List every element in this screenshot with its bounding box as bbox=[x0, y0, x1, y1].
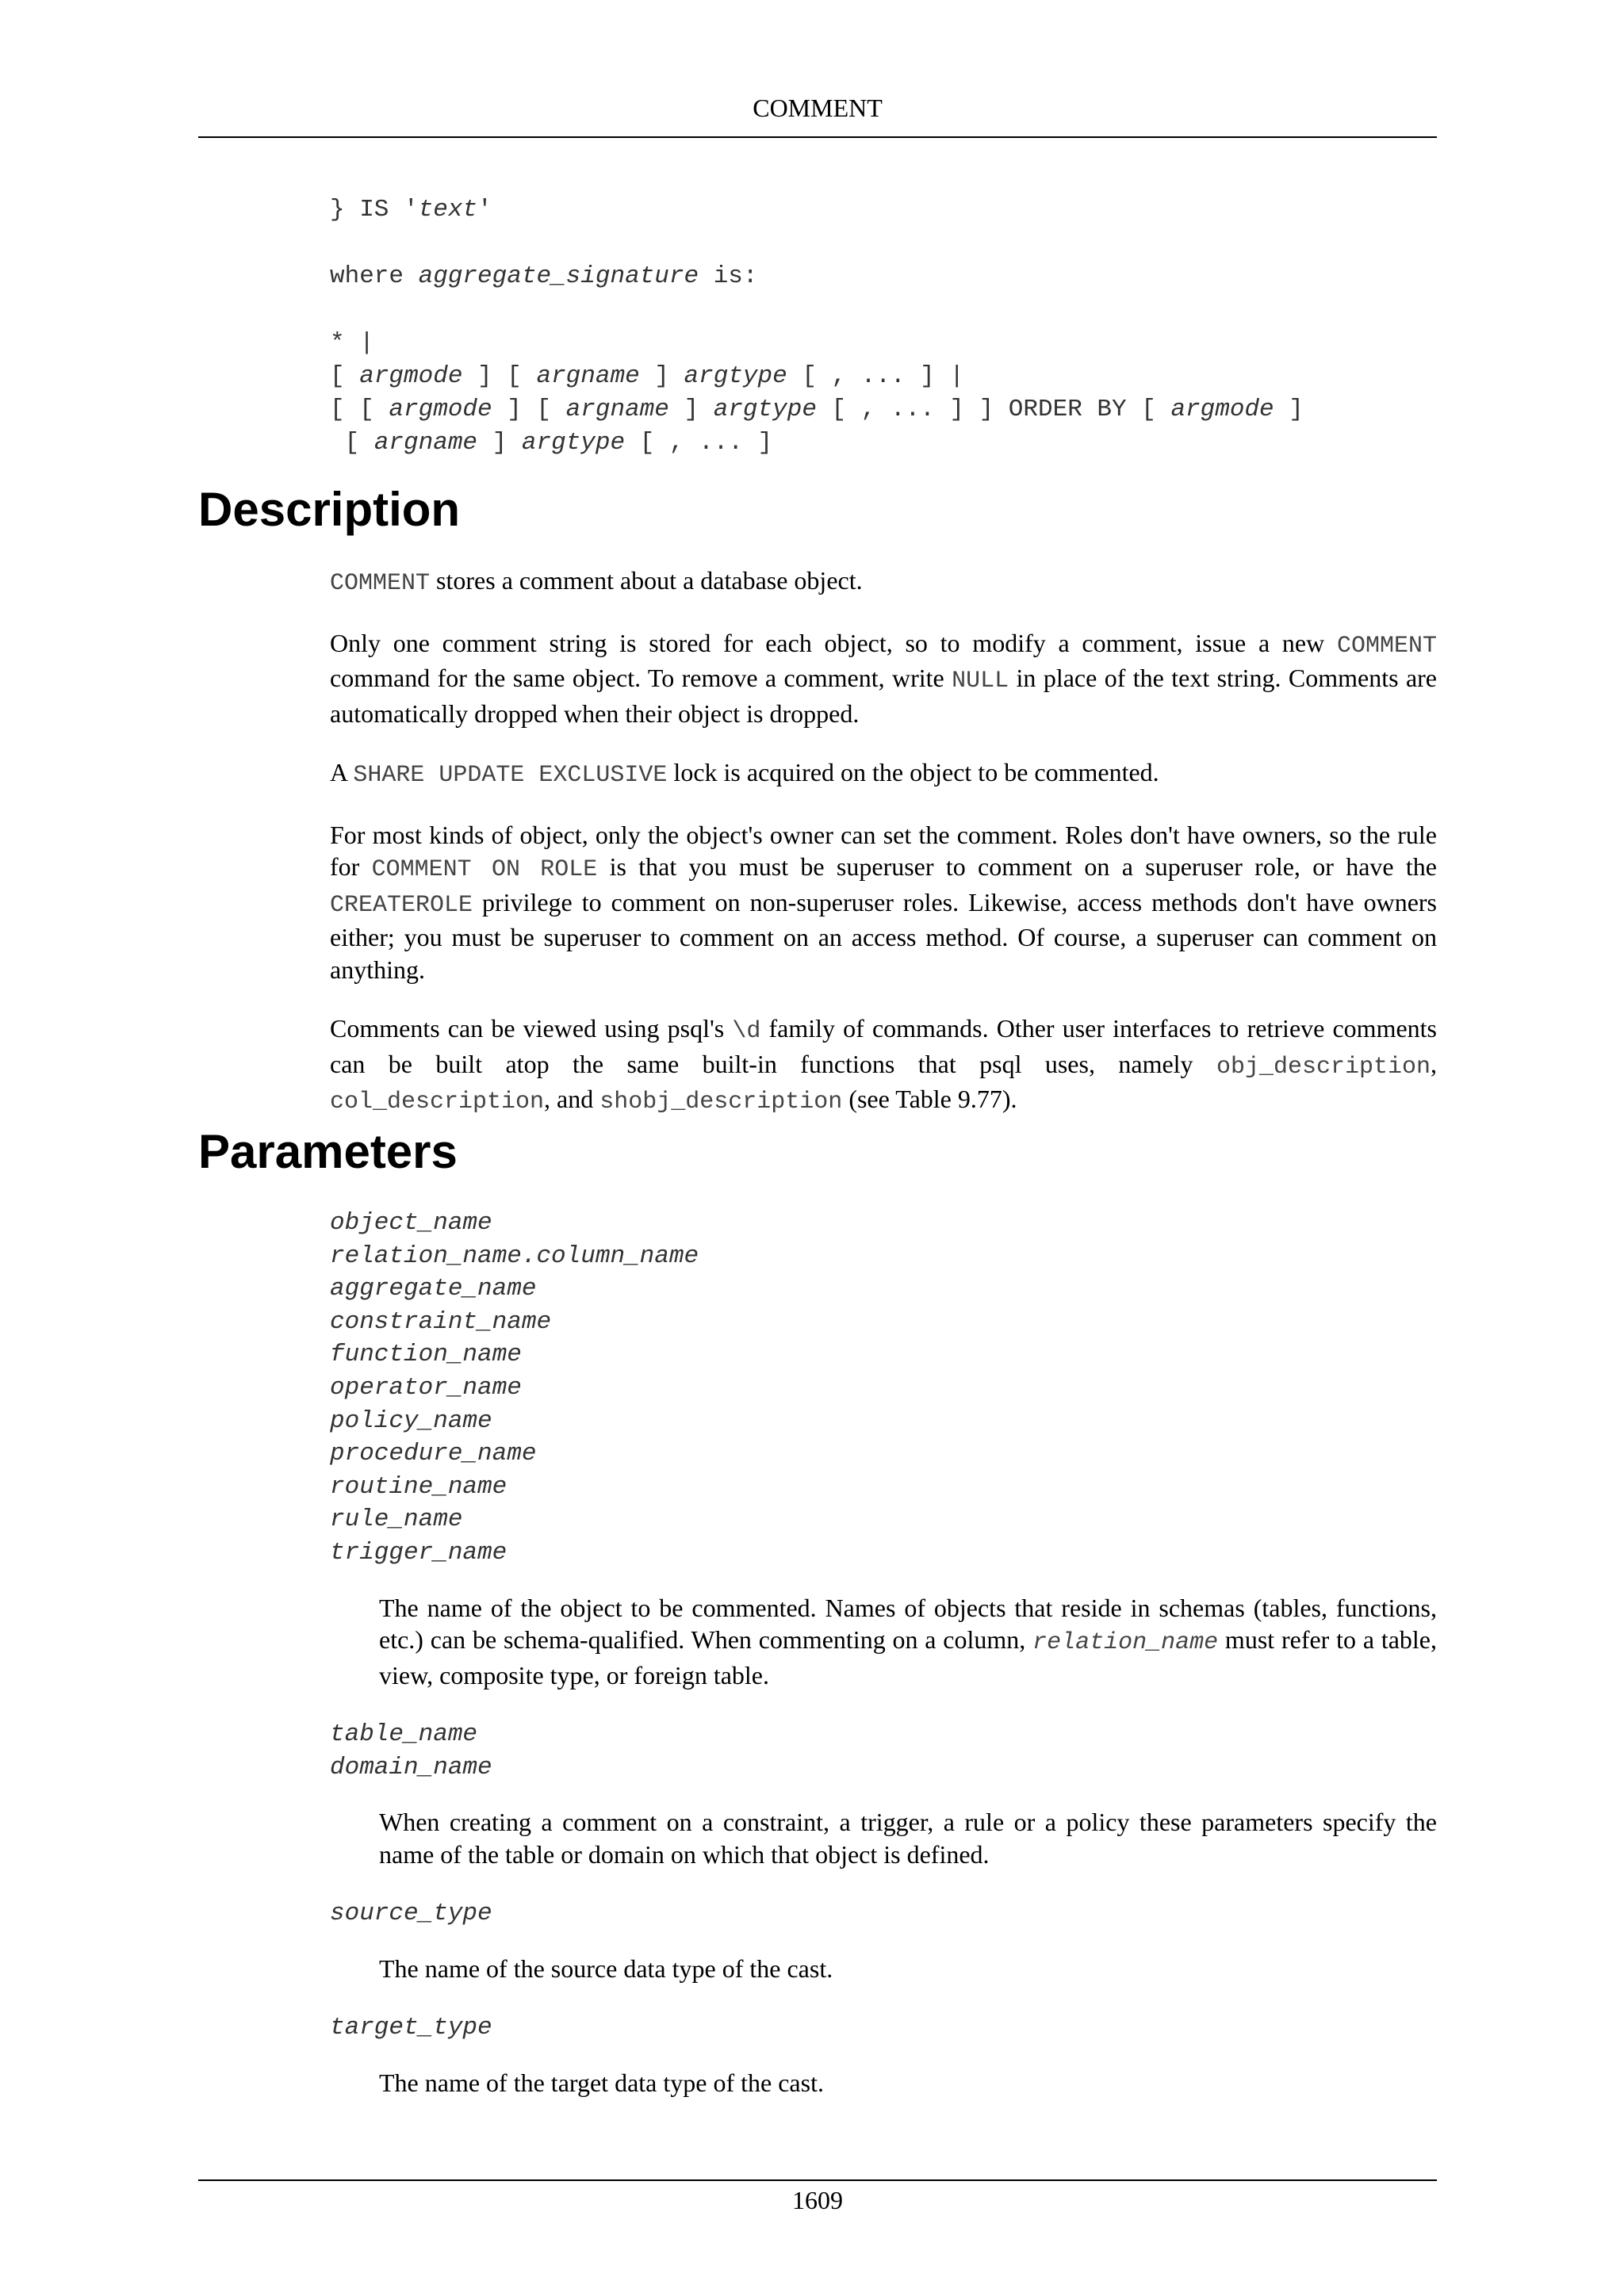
paragraph-text: Only one comment string is stored for each object, so to modify a comment, issue a new bbox=[330, 628, 1337, 657]
paragraph-text: is that you must be superuser to comment on a superuser role, or have the bbox=[597, 852, 1438, 881]
paragraph-text: privilege to comment on non-superuser roles. Likewise, access methods don't have owners either; you must be superuser to comment on an access method. Of course, a superuser can comment on anything. bbox=[330, 887, 1437, 984]
term-rule-name: rule_name bbox=[330, 1506, 463, 1534]
term-constraint-name: constraint_name bbox=[330, 1307, 552, 1336]
term-policy-name: policy_name bbox=[330, 1406, 492, 1435]
synopsis-placeholder: argtype bbox=[521, 429, 626, 457]
synopsis-placeholder: text bbox=[418, 196, 478, 224]
paragraph-text: in place of the text string. Comments are automatically dropped when their object is dropped. bbox=[330, 664, 1438, 728]
paragraph-text: Comments can be viewed using psql's bbox=[330, 1014, 733, 1043]
header-rule bbox=[198, 136, 1437, 138]
description-paragraph bbox=[330, 819, 1437, 986]
paragraph-text: family of commands. Other user interfaces to retrieve comments can be built atop the same built-in functions that psql uses, namely bbox=[330, 1014, 1438, 1078]
parameters-section bbox=[330, 1207, 1437, 2126]
synopsis-placeholder: argname bbox=[536, 362, 640, 390]
synopsis-block: } IS 'text' where aggregate_signature is: * | [ argmode ] [ argname ] argtype [ , ... ] | [ [ argmode ] [ argname ] argtype [ , ... ] ] ORDER BY [ argmode ] [ argname ] argtype [ , ... ] bbox=[330, 196, 1304, 457]
term-table-name: table_name bbox=[330, 1720, 478, 1749]
inline-code: obj_description bbox=[1216, 1053, 1431, 1081]
page-header: COMMENT bbox=[753, 94, 883, 122]
definition-text: must refer to a table, view, composite type, or foreign table. bbox=[379, 1625, 1438, 1689]
term-definition bbox=[379, 1592, 1437, 1692]
term-list bbox=[330, 1207, 1437, 1570]
term-operator-name: operator_name bbox=[330, 1373, 522, 1402]
inline-code: CREATEROLE bbox=[330, 891, 473, 919]
inline-code: COMMENT bbox=[330, 570, 431, 597]
inline-code: COMMENT bbox=[1336, 632, 1437, 660]
term-list bbox=[330, 1718, 1437, 1784]
term-source-type: source_type bbox=[330, 1900, 492, 1928]
paragraph-text: lock is acquired on the object to be commented. bbox=[667, 758, 1159, 786]
term-definition: The name of the source data type of the cast. bbox=[379, 1954, 833, 1983]
paragraph-text: stores a comment about a database object. bbox=[430, 566, 863, 595]
section-heading-parameters: Parameters bbox=[198, 1125, 458, 1178]
synopsis-text: where bbox=[330, 262, 419, 290]
description-paragraph bbox=[330, 1012, 1437, 1119]
term-function-name: function_name bbox=[330, 1341, 522, 1369]
term-list bbox=[330, 1897, 1437, 1931]
inline-code: shobj_description bbox=[599, 1089, 843, 1115]
inline-code: COMMENT ON ROLE bbox=[371, 856, 598, 883]
term-domain-name: domain_name bbox=[330, 1753, 492, 1781]
term-aggregate-name: aggregate_name bbox=[330, 1275, 537, 1303]
synopsis-placeholder: argname bbox=[565, 396, 669, 423]
synopsis-placeholder: argtype bbox=[713, 396, 817, 423]
synopsis-placeholder: argmode bbox=[389, 396, 492, 423]
inline-code: col_description bbox=[330, 1089, 545, 1115]
term-relation-column-name: relation_name.column_name bbox=[330, 1242, 699, 1270]
synopsis-placeholder: aggregate_signature bbox=[418, 262, 699, 290]
inline-code: SHARE UPDATE EXCLUSIVE bbox=[353, 762, 668, 789]
paragraph-text: command for the same object. To remove a comment, write bbox=[330, 664, 952, 692]
synopsis-placeholder: argmode bbox=[359, 362, 463, 390]
term-procedure-name: procedure_name bbox=[330, 1440, 537, 1468]
synopsis-text: is: bbox=[699, 262, 758, 290]
paragraph-text: , bbox=[1431, 1049, 1437, 1078]
inline-code: \d bbox=[732, 1018, 761, 1045]
description-paragraph bbox=[330, 756, 1437, 792]
term-object-name: object_name bbox=[330, 1209, 492, 1237]
paragraph-text: , and bbox=[544, 1085, 600, 1113]
synopsis-text: ' bbox=[477, 196, 492, 224]
synopsis-text: * | bbox=[330, 329, 374, 357]
paragraph-text: A bbox=[330, 758, 354, 786]
description-paragraph bbox=[330, 564, 1437, 600]
footer-rule bbox=[198, 2179, 1437, 2181]
paragraph-text: (see Table 9.77). bbox=[842, 1085, 1017, 1113]
section-heading-description: Description bbox=[198, 483, 461, 536]
page-number: 1609 bbox=[792, 2186, 843, 2214]
synopsis-placeholder: argmode bbox=[1170, 396, 1274, 423]
term-trigger-name: trigger_name bbox=[330, 1538, 508, 1567]
synopsis-placeholder: argname bbox=[373, 429, 478, 457]
paragraph-text: For most kinds of object, only the object's owner can set the comment. Roles don't have owners, so the rule for bbox=[330, 820, 1437, 881]
inline-code: relation_name bbox=[1032, 1629, 1219, 1657]
term-list bbox=[330, 2011, 1437, 2045]
definition-text: The name of the object to be commented. Names of objects that reside in schemas (tables, functions, etc.) can be schema-qualified. When commenting on a column, bbox=[379, 1593, 1437, 1655]
term-definition: When creating a comment on a constraint, a trigger, a rule or a policy these parameters specify the name of the table or domain on which that object is defined. bbox=[379, 1808, 1437, 1869]
term-routine-name: routine_name bbox=[330, 1472, 508, 1501]
inline-code: NULL bbox=[952, 668, 1009, 695]
description-section bbox=[330, 564, 1437, 1146]
term-definition: The name of the target data type of the cast. bbox=[379, 2068, 824, 2097]
synopsis-text: } IS ' bbox=[330, 196, 419, 224]
synopsis-placeholder: argtype bbox=[684, 362, 787, 390]
term-target-type: target_type bbox=[330, 2014, 492, 2042]
description-paragraph bbox=[330, 627, 1437, 730]
